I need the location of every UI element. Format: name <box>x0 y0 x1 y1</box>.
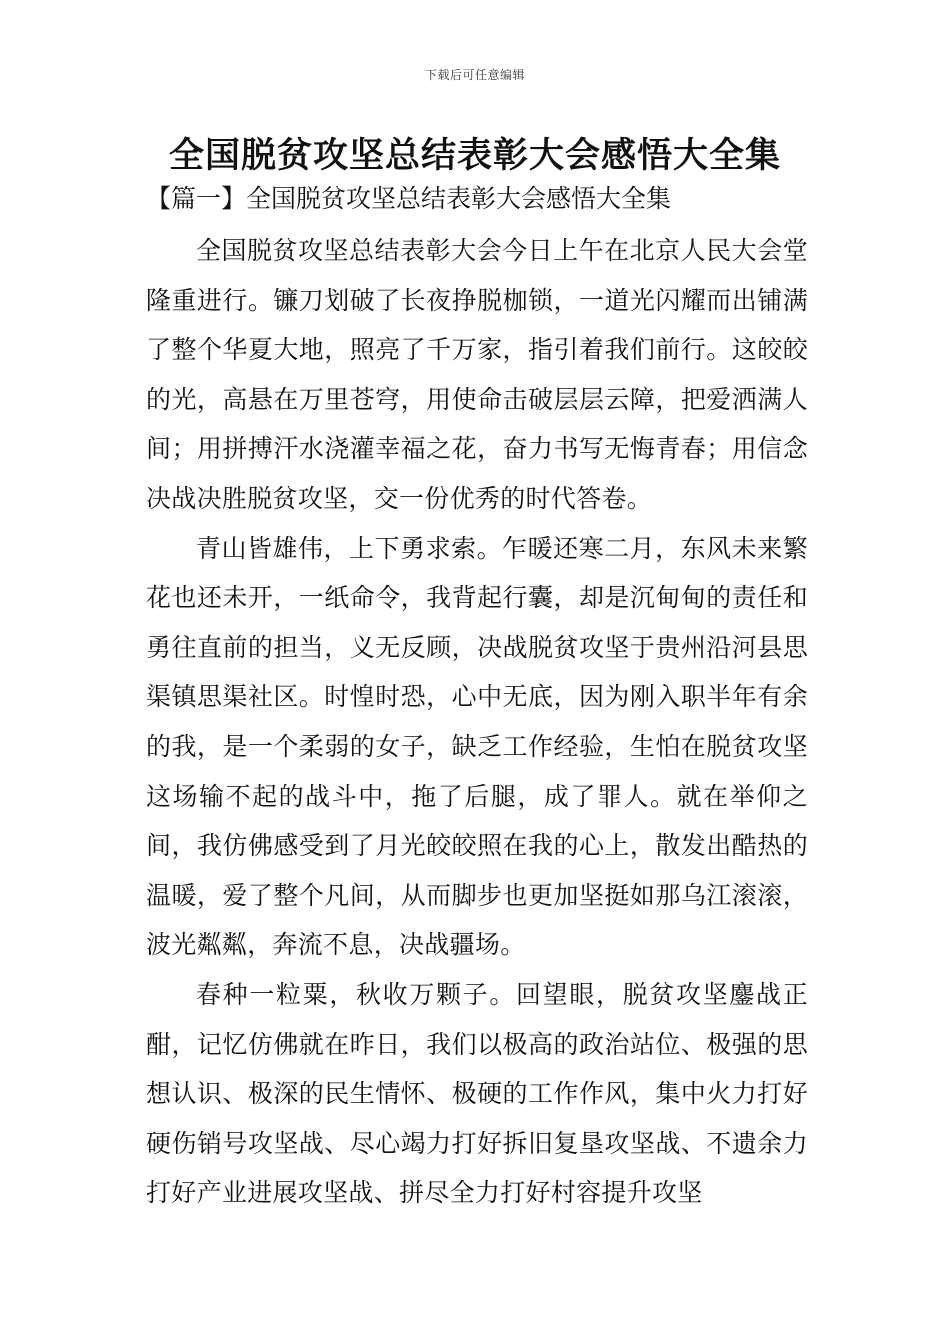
document-title: 全国脱贫攻坚总结表彰大会感悟大全集 <box>168 136 781 176</box>
document-body <box>146 226 808 1218</box>
paragraph-2: 青山皆雄伟，上下勇求索。乍暖还寒二月，东风未来繁花也还未开，一纸命令，我背起行囊，却是沉甸甸的责任和勇往直前的担当，义无反顾，决战脱贫攻坚于贵州沿河县思渠镇思渠社区。时惶时恐，心中无底，因为刚入职半年有余的我，是一个柔弱的女子，缺乏工作经验，生怕在脱贫攻坚这场输不起的战斗中，拖了后腿，成了罪人。就在举仰之间，我仿佛感受到了月光皎皎照在我的心上，散发出酷热的温暖，爱了整个凡间，从而脚步也更加坚挺如那乌江滚滚，波光粼粼，奔流不息，决战疆场。 <box>146 533 808 960</box>
header-note: 下载后可任意编辑 <box>424 68 525 82</box>
paragraph-1: 全国脱贫攻坚总结表彰大会今日上午在北京人民大会堂隆重进行。镰刀划破了长夜挣脱枷锁，一道光闪耀而出铺满了整个华夏大地，照亮了千万家，指引着我们前行。这皎皎的光，高悬在万里苍穹，用使命击破层层云障，把爱洒满人间；用拼搏汗水浇灌幸福之花，奋力书写无悔青春；用信念决战决胜脱贫攻坚，交一份优秀的时代答卷。 <box>146 236 808 513</box>
section-heading: 【篇一】全国脱贫攻坚总结表彰大会感悟大全集 <box>146 184 672 213</box>
paragraph-3: 春种一粒粟，秋收万颗子。回望眼，脱贫攻坚鏖战正酣，记忆仿佛就在昨日，我们以极高的政治站位、极强的思想认识、极深的民生情怀、极硬的工作作风，集中火力打好硬伤销号攻坚战、尽心竭力打好拆旧复垦攻坚战、不遗余力打好产业进展攻坚战、拼尽全力打好村容提升攻坚 <box>146 979 808 1208</box>
